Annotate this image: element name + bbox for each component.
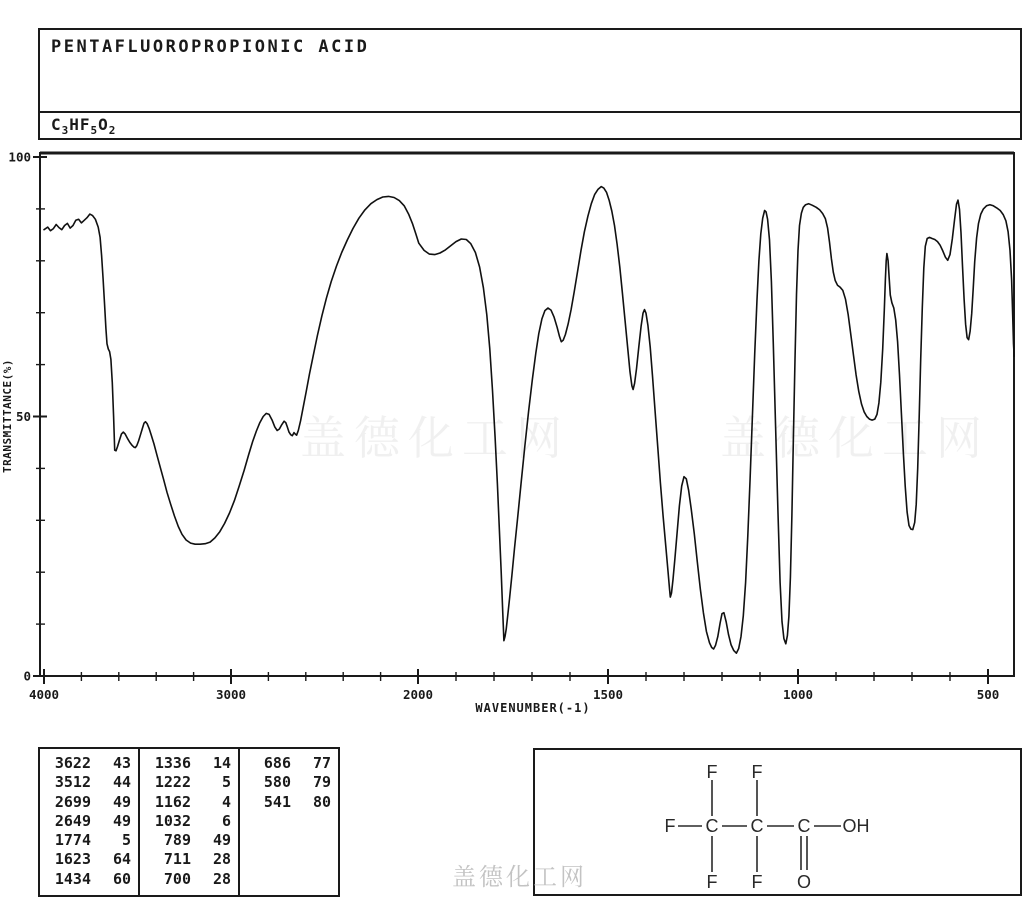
peak-wavenumber: 711 <box>163 850 191 869</box>
atom-label-oh: OH <box>842 816 870 836</box>
formula-subscript: 5 <box>90 124 99 137</box>
peak-transmittance: 60 <box>112 869 131 888</box>
atom-label-c: C <box>750 816 764 836</box>
formula-segment: C <box>51 115 62 134</box>
peak-row <box>40 870 138 889</box>
peak-transmittance: 5 <box>121 831 131 850</box>
peak-wavenumber: 1434 <box>54 869 91 888</box>
formula-segment: HF <box>69 115 91 134</box>
peak-wavenumber: 3512 <box>54 773 91 792</box>
x-tick-label: 1000 <box>782 687 814 702</box>
atom-label-f: F <box>706 872 718 892</box>
x-tick-label: 1500 <box>592 687 624 702</box>
x-axis-label: WAVENUMBER(-1) <box>475 701 591 715</box>
peak-transmittance: 4 <box>221 792 231 811</box>
peak-row <box>140 773 238 792</box>
formula-box <box>38 111 1022 140</box>
peak-table-column <box>240 749 338 895</box>
peak-wavenumber: 1222 <box>154 773 191 792</box>
watermark-text: 盖德化工网 <box>452 863 587 891</box>
peak-table-column <box>140 749 240 895</box>
peak-row <box>40 850 138 869</box>
peak-transmittance: 14 <box>212 754 231 772</box>
x-tick-label: 3000 <box>215 687 247 702</box>
peak-row <box>240 773 338 792</box>
peak-transmittance: 49 <box>112 792 131 811</box>
molecular-formula <box>51 115 1020 137</box>
x-tick-label: 500 <box>976 687 1000 702</box>
peak-wavenumber: 2699 <box>54 792 91 811</box>
peak-transmittance: 6 <box>221 811 231 830</box>
compound-title: PENTAFLUOROPROPIONIC ACID <box>51 37 370 57</box>
y-axis-label: TRANSMITTANCE(%) <box>1 359 14 473</box>
y-tick-label: 0 <box>23 668 31 684</box>
atom-label-o: O <box>796 872 812 892</box>
peak-row <box>140 850 238 869</box>
peak-transmittance: 5 <box>221 773 231 792</box>
peak-row <box>140 812 238 831</box>
peak-table-column <box>40 749 140 895</box>
peak-wavenumber: 789 <box>163 831 191 850</box>
peak-transmittance: 79 <box>312 773 331 792</box>
peak-transmittance: 64 <box>112 850 131 869</box>
atom-label-c: C <box>797 816 811 836</box>
structure-box <box>533 748 1022 896</box>
atom-label-f: F <box>664 816 676 836</box>
atom-label-f: F <box>751 762 763 782</box>
spectrum-curve <box>44 187 1014 654</box>
peak-wavenumber: 686 <box>263 754 291 772</box>
peak-wavenumber: 1336 <box>154 754 191 772</box>
peak-transmittance: 80 <box>312 792 331 811</box>
peak-row <box>40 754 138 773</box>
peak-row <box>140 831 238 850</box>
formula-subscript: 2 <box>108 124 117 137</box>
peak-wavenumber: 1623 <box>54 850 91 869</box>
peak-transmittance: 49 <box>212 831 231 850</box>
watermark-chart: 盖德化工网 <box>300 411 570 465</box>
watermark-chart: 盖德化工网 <box>720 411 990 465</box>
y-tick-label: 100 <box>8 149 31 165</box>
peak-row <box>140 754 238 773</box>
atom-label-f: F <box>706 762 718 782</box>
atom-label-c: C <box>705 816 719 836</box>
peak-transmittance: 28 <box>212 850 231 869</box>
peak-row <box>140 870 238 889</box>
peak-row <box>240 754 338 773</box>
peak-wavenumber: 541 <box>263 792 291 811</box>
peak-transmittance: 77 <box>312 754 331 772</box>
formula-segment: O <box>98 115 109 134</box>
y-tick-label: 50 <box>15 409 31 424</box>
peak-row <box>40 773 138 792</box>
peak-wavenumber: 3622 <box>54 754 91 772</box>
peak-wavenumber: 2649 <box>54 811 91 830</box>
formula-subscript: 3 <box>61 124 70 137</box>
peak-row <box>240 793 338 812</box>
peak-wavenumber: 700 <box>163 869 191 888</box>
x-tick-label: 2000 <box>402 687 434 702</box>
title-box <box>38 28 1022 113</box>
peak-transmittance: 49 <box>112 811 131 830</box>
peak-transmittance: 44 <box>112 773 131 792</box>
peak-table <box>38 747 340 897</box>
peak-transmittance: 28 <box>212 869 231 888</box>
peak-wavenumber: 1162 <box>154 792 191 811</box>
peak-row <box>140 793 238 812</box>
peak-transmittance: 43 <box>112 754 131 772</box>
peak-row <box>40 831 138 850</box>
peak-wavenumber: 1032 <box>154 811 191 830</box>
peak-row <box>40 793 138 812</box>
peak-wavenumber: 580 <box>263 773 291 792</box>
atom-label-f: F <box>751 872 763 892</box>
peak-row <box>40 812 138 831</box>
peak-wavenumber: 1774 <box>54 831 91 850</box>
x-tick-label: 4000 <box>28 687 60 702</box>
